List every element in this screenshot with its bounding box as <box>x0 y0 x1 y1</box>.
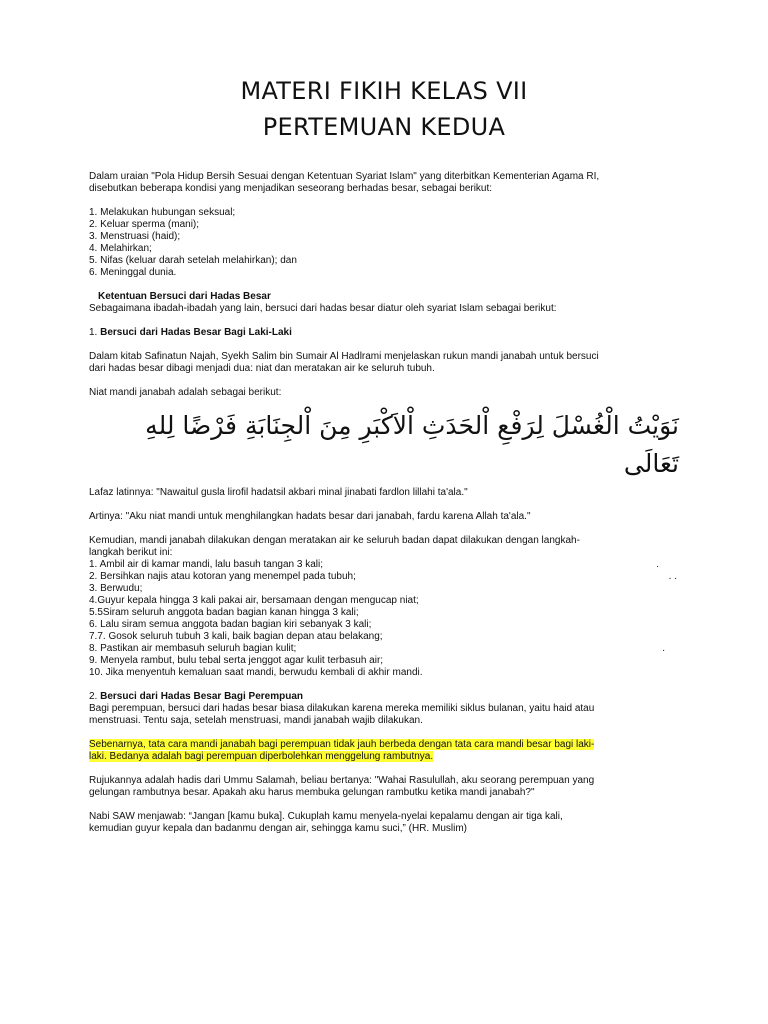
list-item: 8. Pastikan air membasuh seluruh bagian kulit; <box>89 643 297 654</box>
stray-mark: . . <box>668 571 677 582</box>
intro-line-2: disebutkan beberapa kondisi yang menjadikan seseorang berhadas besar, sebagai berikut: <box>89 183 493 194</box>
highlight-span-2: laki. Bedanya adalah bagi perempuan diperbolehkan menggelung rambutnya. <box>89 751 434 762</box>
stray-mark: . <box>656 559 659 570</box>
section-text: Sebagaimana ibadah-ibadah yang lain, bersuci dari hadas besar diatur oleh syariat Islam sebagai berikut: <box>89 303 557 314</box>
highlighted-text-2 <box>89 751 679 763</box>
subsection-1-text-1: Dalam kitab Safinatun Najah, Syekh Salim bin Sumair Al Hadlrami menjelaskan rukun mandi janabah untuk bersuci <box>89 351 599 362</box>
highlighted-text-1 <box>89 739 679 751</box>
list-item: 3. Menstruasi (haid); <box>89 231 181 242</box>
intro-line-1: Dalam uraian "Pola Hidup Bersih Sesuai dengan Ketentuan Syariat Islam" yang diterbitkan Kementerian Agama RI, <box>89 171 600 182</box>
subsection-2-heading <box>89 691 679 703</box>
list-item: 6. Meninggal dunia. <box>89 267 177 278</box>
list-item: 3. Berwudu; <box>89 583 143 594</box>
subsection-2-text-2: menstruasi. Tentu saja, setelah menstruasi, mandi janabah wajib dilakukan. <box>89 715 423 726</box>
list-item: 7.7. Gosok seluruh tubuh 3 kali, baik bagian depan atau belakang; <box>89 631 383 642</box>
subsection-1-number: 1. <box>89 327 101 338</box>
answer-text-2: kemudian guyur kepala dan badanmu dengan air, sehingga kamu suci,” (HR. Muslim) <box>89 823 467 834</box>
latin-transliteration: Lafaz latinnya: "Nawaitul gusla lirofil hadatsil akbari minal jinabati fardlon lillahi ta'ala." <box>89 487 468 498</box>
subsection-2-text-1: Bagi perempuan, bersuci dari hadas besar biasa dilakukan karena mereka memiliki siklus bulanan, yaitu haid atau <box>89 703 595 714</box>
list-item: 2. Bersihkan najis atau kotoran yang menempel pada tubuh; <box>89 571 356 582</box>
highlight-span-1: Sebenarnya, tata cara mandi janabah bagi perempuan tidak jauh berbeda dengan tata cara mandi besar bagi laki- <box>89 739 595 750</box>
list-item: 4. Melahirkan; <box>89 243 152 254</box>
steps-intro-1: Kemudian, mandi janabah dilakukan dengan meratakan air ke seluruh badan dapat dilakukan dengan langkah- <box>89 535 580 546</box>
subsection-1-title: Bersuci dari Hadas Besar Bagi Laki-Laki <box>100 327 292 338</box>
subsection-2-number: 2. <box>89 691 101 702</box>
hadith-text-2: gelungan rambutnya besar. Apakah aku harus membuka gelungan rambutku ketika mandi janabah?" <box>89 787 535 798</box>
arabic-niat-text: نَوَيْتُ الْغُسْلَ لِرَفْعِ اْلحَدَثِ اْلاَكْبَرِ مِنَ اْلجِنَابَةِ فَرْضًا لِلهِ تَعَالَى <box>145 411 679 478</box>
subsection-1-text-2: dari hadas besar dibagi menjadi dua: niat dan meratakan air ke seluruh tubuh. <box>89 363 435 374</box>
list-item: 5.5Siram seluruh anggota badan bagian kanan hingga 3 kali; <box>89 607 359 618</box>
document-body <box>89 171 679 835</box>
document-subtitle: PERTEMUAN KEDUA <box>262 113 506 141</box>
steps-list <box>89 559 679 679</box>
stray-mark: . <box>662 643 665 654</box>
subsection-1-heading <box>89 327 679 339</box>
conditions-list <box>89 207 679 279</box>
list-item: 6. Lalu siram semua anggota badan bagian kiri sebanyak 3 kali; <box>89 619 372 630</box>
list-item: 10. Jika menyentuh kemaluan saat mandi, berwudu kembali di akhir mandi. <box>89 667 423 678</box>
meaning-text: Artinya: "Aku niat mandi untuk menghilangkan hadats besar dari janabah, fardu karena Allah ta'ala." <box>89 511 531 522</box>
niat-intro: Niat mandi janabah adalah sebagai berikut: <box>89 387 282 398</box>
list-item: 5. Nifas (keluar darah setelah melahirkan); dan <box>89 255 297 266</box>
subsection-2-title: Bersuci dari Hadas Besar Bagi Perempuan <box>100 691 303 702</box>
list-item: 1. Ambil air di kamar mandi, lalu basuh tangan 3 kali; <box>89 559 324 570</box>
list-item: 2. Keluar sperma (mani); <box>89 219 200 230</box>
steps-intro-2: langkah berikut ini: <box>89 547 173 558</box>
list-item: 9. Menyela rambut, bulu tebal serta jenggot agar kulit terbasuh air; <box>89 655 384 666</box>
list-item: 1. Melakukan hubungan seksual; <box>89 207 236 218</box>
answer-text-1: Nabi SAW menjawab: “Jangan [kamu buka]. Cukuplah kamu menyela-nyelai kepalamu dengan air tiga kali, <box>89 811 563 822</box>
document-title: MATERI FIKIH KELAS VII <box>240 77 528 105</box>
list-item: 4.Guyur kepala hingga 3 kali pakai air, bersamaan dengan mengucap niat; <box>89 595 419 606</box>
hadith-text-1: Rujukannya adalah hadis dari Ummu Salamah, beliau bertanya: "Wahai Rasulullah, aku seorang perempuan yang <box>89 775 595 786</box>
section-heading: Ketentuan Bersuci dari Hadas Besar <box>98 291 271 302</box>
